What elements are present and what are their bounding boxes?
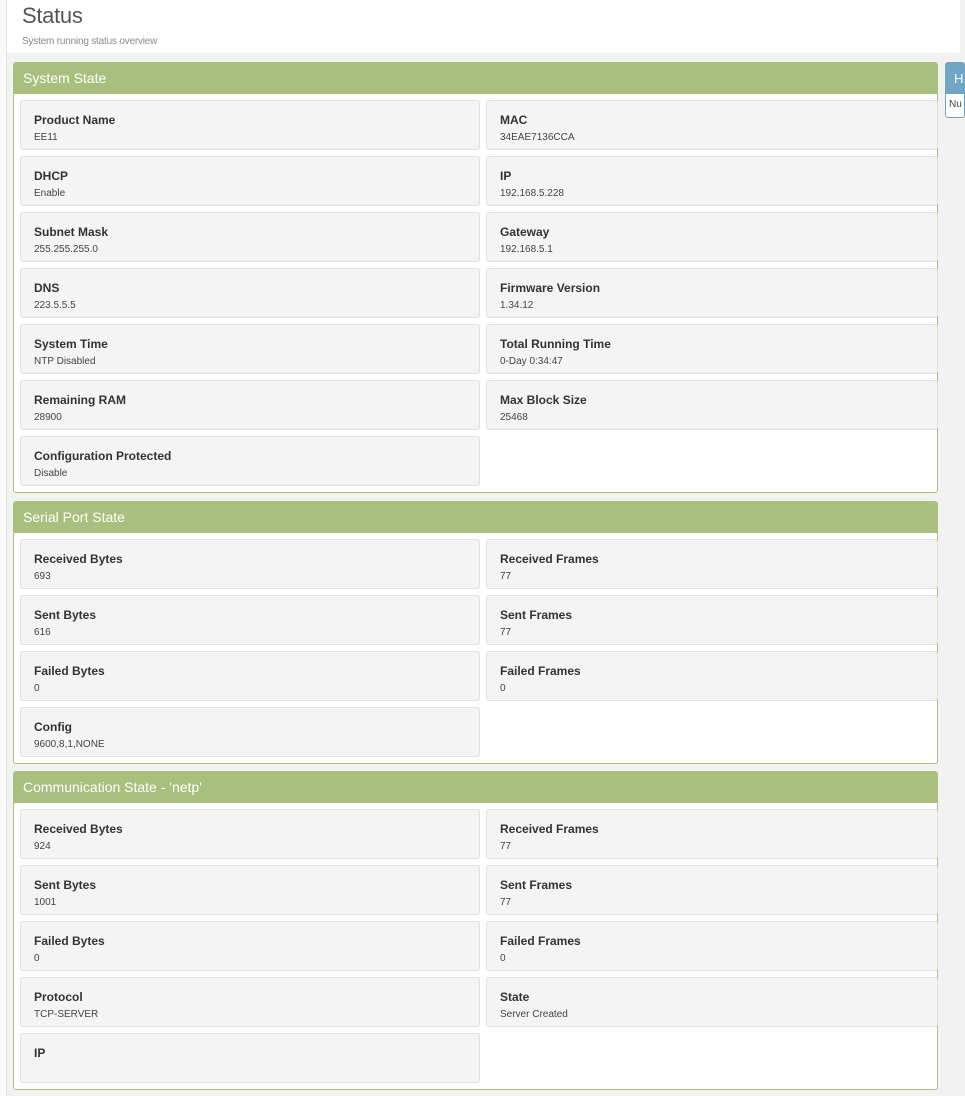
status-item bbox=[20, 707, 480, 757]
status-item bbox=[20, 865, 480, 915]
status-item-label: Protocol bbox=[34, 990, 83, 1004]
status-item-value: Enable bbox=[34, 188, 66, 199]
page-header bbox=[7, 0, 960, 53]
status-item-value: 28900 bbox=[34, 412, 62, 423]
status-item-value: Disable bbox=[34, 468, 68, 479]
status-item bbox=[20, 595, 480, 645]
status-item-value: 0 bbox=[34, 953, 40, 964]
status-item bbox=[20, 100, 480, 150]
status-item-value: 77 bbox=[500, 571, 512, 582]
status-item-label: IP bbox=[500, 169, 512, 183]
status-item-value: NTP Disabled bbox=[34, 356, 96, 367]
panel-title: Serial Port State bbox=[14, 502, 937, 533]
status-item-label: Configuration Protected bbox=[34, 449, 172, 463]
status-item-value: 192.168.5.228 bbox=[500, 188, 564, 199]
status-item-label: Subnet Mask bbox=[34, 225, 109, 239]
page-subtitle: System running status overview bbox=[22, 36, 158, 47]
communication-state-panel bbox=[13, 771, 938, 1090]
status-item-value: 223.5.5.5 bbox=[34, 300, 76, 311]
status-item bbox=[20, 651, 480, 701]
status-item-label: Config bbox=[34, 720, 72, 734]
status-item-value: 1001 bbox=[34, 897, 57, 908]
side-panel-text: Nu bbox=[949, 99, 962, 110]
status-item-label: State bbox=[500, 990, 530, 1004]
status-item-value: 192.168.5.1 bbox=[500, 244, 553, 255]
status-item bbox=[486, 324, 938, 374]
status-item bbox=[486, 651, 938, 701]
status-item bbox=[486, 809, 938, 859]
panel-title: Communication State - 'netp' bbox=[14, 772, 937, 803]
status-item-label: Received Frames bbox=[500, 552, 599, 566]
panel-body bbox=[14, 533, 937, 763]
status-item-label: Failed Bytes bbox=[34, 664, 105, 678]
status-item-value: 0 bbox=[34, 683, 40, 694]
status-item bbox=[20, 1033, 480, 1083]
status-item-label: MAC bbox=[500, 113, 528, 127]
status-item-value: 77 bbox=[500, 627, 512, 638]
status-item bbox=[20, 977, 480, 1027]
status-item bbox=[20, 380, 480, 430]
status-item bbox=[486, 977, 938, 1027]
status-item bbox=[20, 268, 480, 318]
status-item bbox=[486, 865, 938, 915]
status-item-label: Product Name bbox=[34, 113, 116, 127]
status-item bbox=[486, 595, 938, 645]
status-item-label: Total Running Time bbox=[500, 337, 611, 351]
status-item-value: 616 bbox=[34, 627, 51, 638]
status-item-value: TCP-SERVER bbox=[34, 1009, 99, 1020]
status-item-value: 0 bbox=[500, 953, 506, 964]
status-item bbox=[486, 100, 938, 150]
status-item bbox=[20, 539, 480, 589]
status-item bbox=[20, 436, 480, 486]
status-item-value: 1.34.12 bbox=[500, 300, 534, 311]
status-item bbox=[486, 156, 938, 206]
status-item-label: DHCP bbox=[34, 169, 69, 183]
status-item-label: IP bbox=[34, 1046, 46, 1060]
status-item-label: Sent Bytes bbox=[34, 878, 97, 892]
status-item-label: Received Bytes bbox=[34, 552, 123, 566]
status-item-label: Max Block Size bbox=[500, 393, 587, 407]
serial-port-state-panel bbox=[13, 501, 938, 764]
status-item-value: 0-Day 0:34:47 bbox=[500, 356, 563, 367]
status-item-label: Sent Frames bbox=[500, 878, 573, 892]
status-item-label: Received Bytes bbox=[34, 822, 123, 836]
panel-body bbox=[14, 803, 937, 1089]
status-item bbox=[20, 809, 480, 859]
status-item bbox=[20, 921, 480, 971]
panel-body bbox=[14, 94, 937, 492]
status-item-value: 25468 bbox=[500, 412, 528, 423]
status-item-label: Failed Bytes bbox=[34, 934, 105, 948]
status-item-value: 9600,8,1,NONE bbox=[34, 739, 105, 750]
side-panel-title: H bbox=[946, 63, 964, 94]
status-item-value: 77 bbox=[500, 897, 512, 908]
status-item-value: EE11 bbox=[34, 132, 58, 143]
status-item-label: Received Frames bbox=[500, 822, 599, 836]
status-item-label: Failed Frames bbox=[500, 664, 581, 678]
status-item-label: DNS bbox=[34, 281, 60, 295]
status-item-value: 34EAE7136CCA bbox=[500, 132, 575, 143]
status-item-label: Gateway bbox=[500, 225, 550, 239]
status-item-value: 924 bbox=[34, 841, 51, 852]
status-item-value: 77 bbox=[500, 841, 512, 852]
status-item-label: Remaining RAM bbox=[34, 393, 127, 407]
status-item bbox=[486, 921, 938, 971]
status-item bbox=[486, 539, 938, 589]
status-item-label: Sent Bytes bbox=[34, 608, 97, 622]
side-panel bbox=[945, 62, 965, 118]
page-title: Status bbox=[22, 3, 83, 28]
status-item-value: 693 bbox=[34, 571, 51, 582]
status-item bbox=[486, 212, 938, 262]
status-item-label: Failed Frames bbox=[500, 934, 581, 948]
system-state-panel bbox=[13, 62, 938, 493]
status-item bbox=[486, 268, 938, 318]
status-item bbox=[486, 380, 938, 430]
status-item-label: Sent Frames bbox=[500, 608, 573, 622]
status-item bbox=[20, 324, 480, 374]
status-item-value: 0 bbox=[500, 683, 506, 694]
status-item-label: Firmware Version bbox=[500, 281, 601, 295]
status-item bbox=[20, 212, 480, 262]
status-item-value: Server Created bbox=[500, 1009, 568, 1020]
left-rail bbox=[0, 0, 7, 1096]
status-item-value: 255.255.255.0 bbox=[34, 244, 98, 255]
panel-title: System State bbox=[14, 63, 937, 94]
status-item bbox=[20, 156, 480, 206]
status-item-label: System Time bbox=[34, 337, 108, 351]
